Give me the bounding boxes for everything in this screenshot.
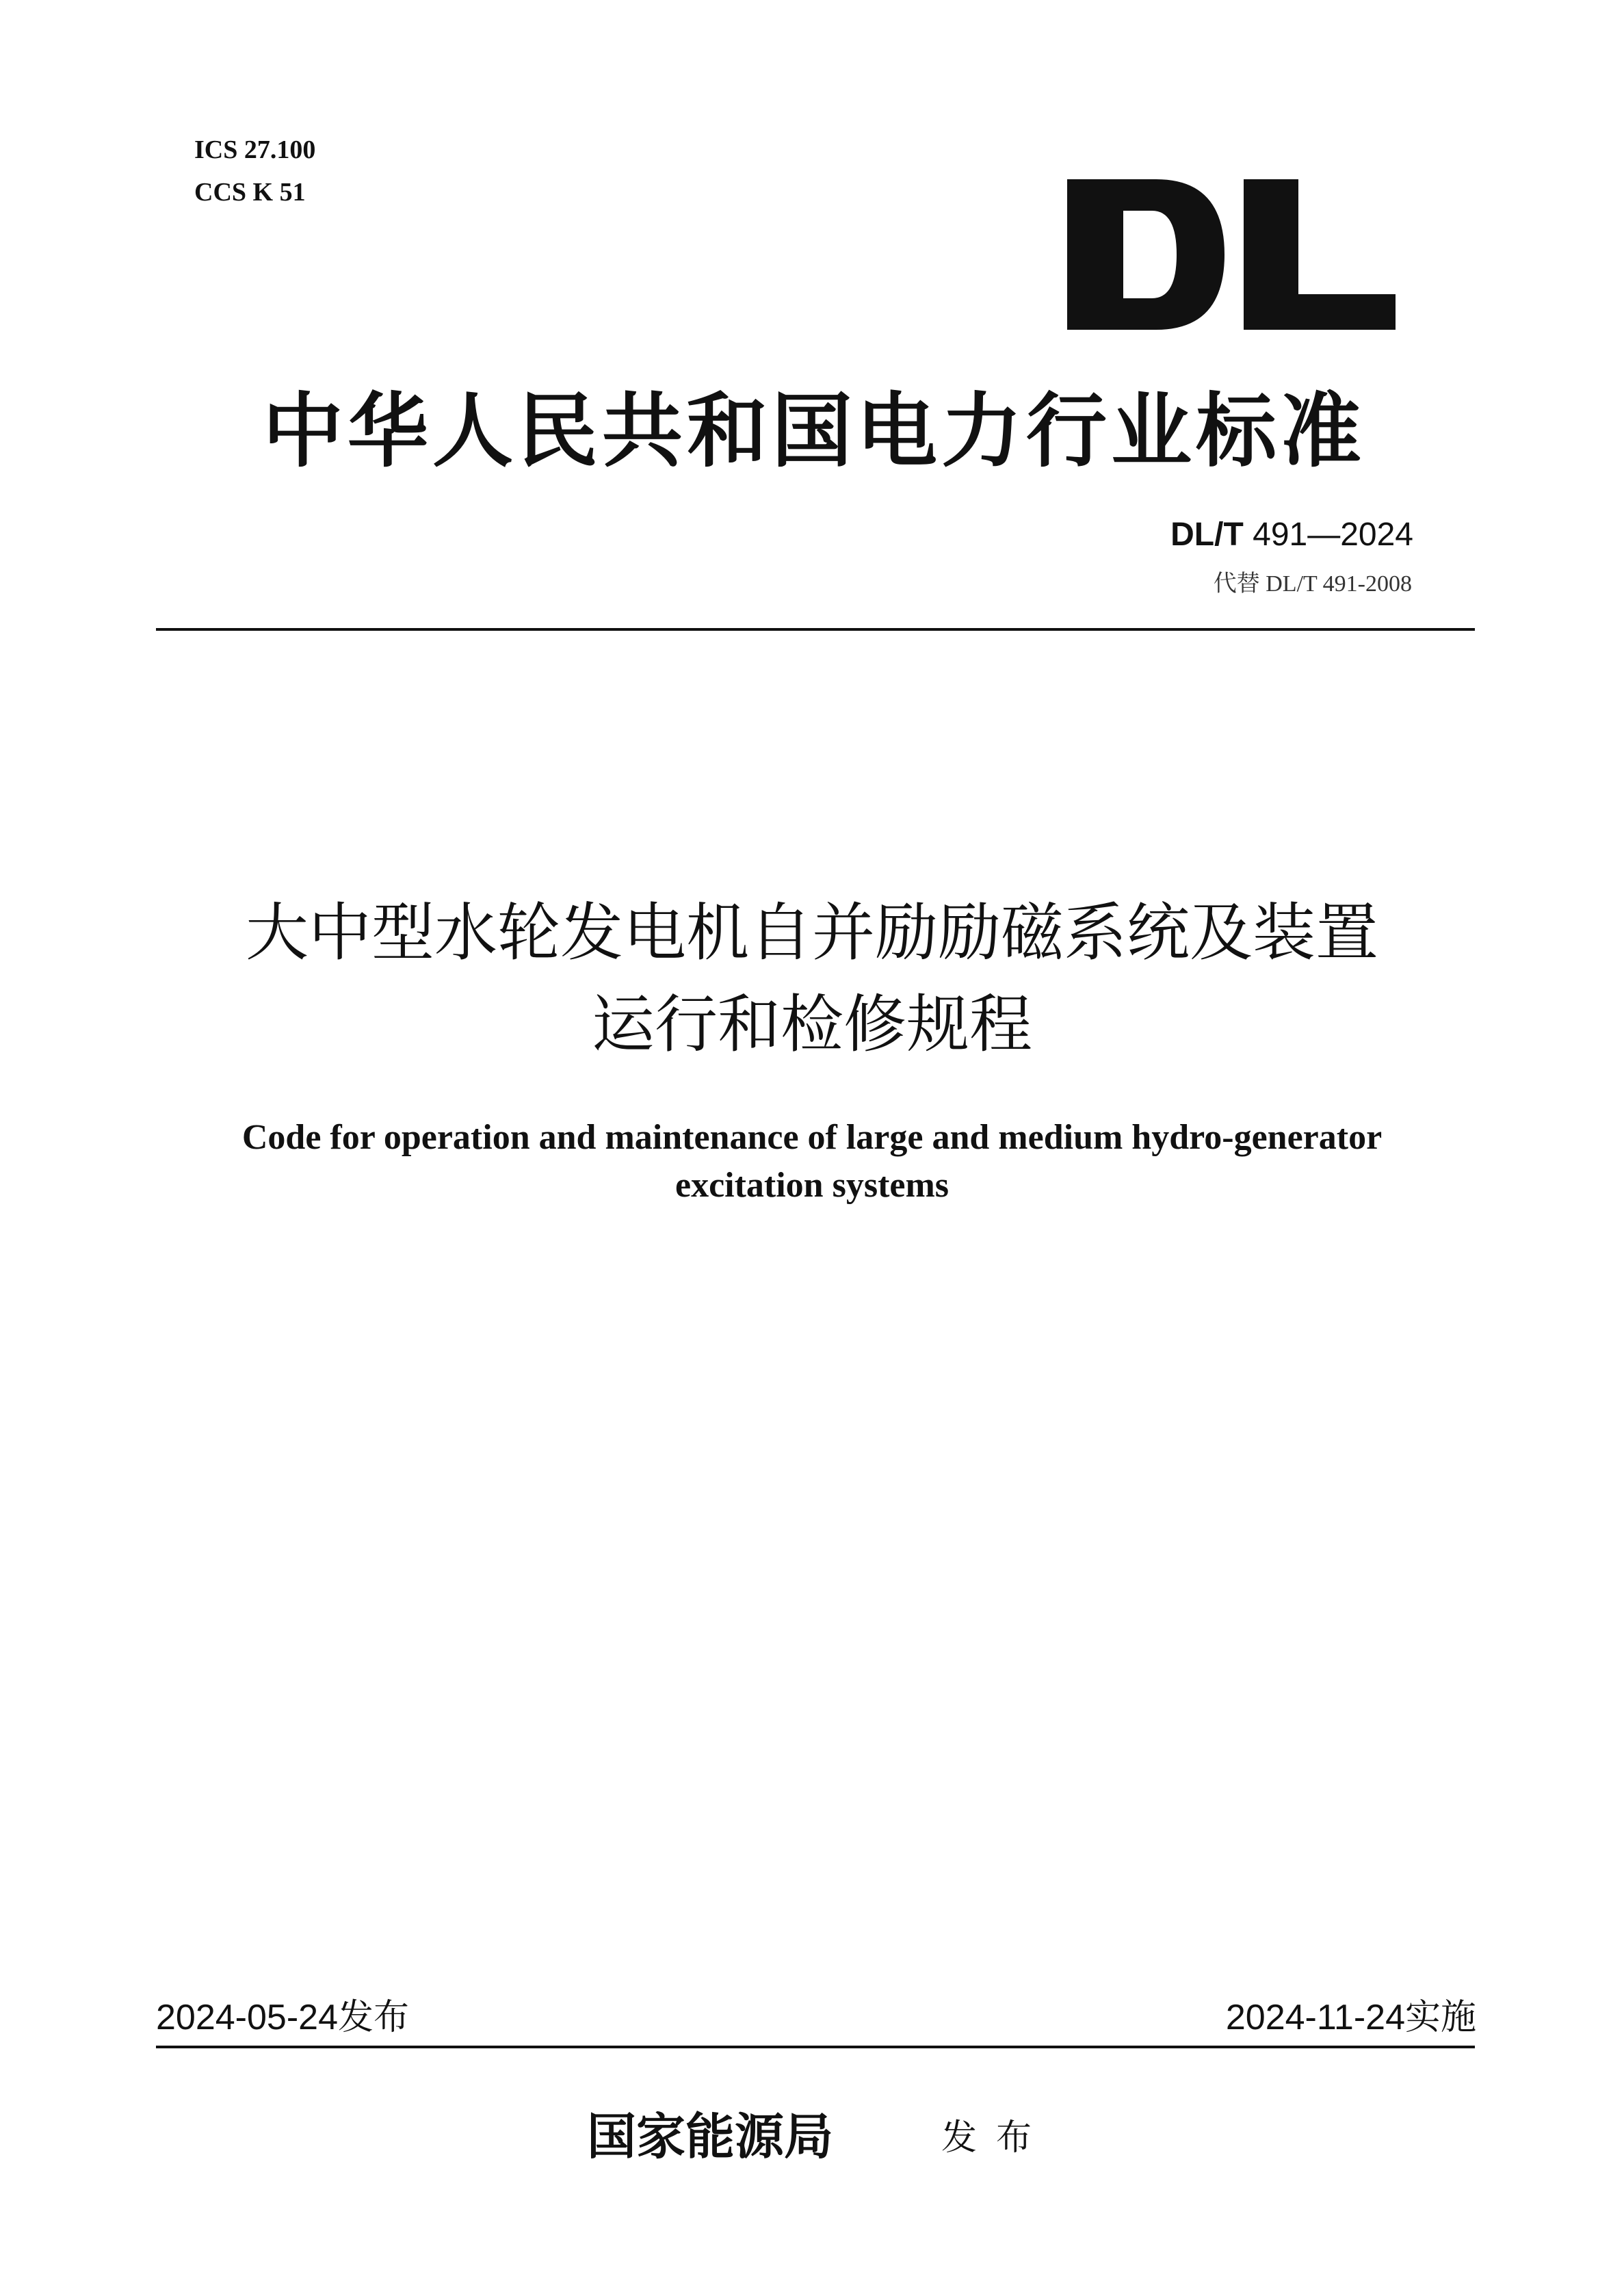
ics-code: ICS 27.100: [194, 135, 316, 164]
dl-logo-letter-d: [1067, 179, 1224, 330]
publish-date: 2024-05-24发布: [156, 1998, 409, 2037]
issue-label: 发布: [941, 2117, 1051, 2158]
effective-date: 2024-11-24实施: [1225, 1998, 1476, 2037]
replaces-standard: 代替 DL/T 491-2008: [1213, 571, 1412, 597]
dl-logo-letter-l: [1244, 179, 1396, 330]
english-title-line-1: Code for operation and maintenance of large and medium hydro-generator: [241, 1118, 1383, 1157]
footer-divider: [156, 2046, 1475, 2048]
standard-code: DL/T: [1170, 517, 1244, 553]
issuing-authority: 国家能源局: [587, 2107, 834, 2165]
dl-logo: [1067, 179, 1396, 330]
standard-number-value: 491—2024: [1253, 517, 1413, 553]
chinese-title-line-1: 大中型水轮发电机自并励励磁系统及装置: [245, 896, 1378, 969]
ccs-code: CCS K 51: [194, 178, 306, 207]
english-title-line-2: excitation systems: [675, 1166, 949, 1205]
industry-standard-title: 中华人民共和国电力行业标准: [262, 384, 1365, 478]
standard-number: [1170, 514, 1413, 556]
header-divider: [156, 628, 1475, 631]
chinese-title-line-2: 运行和检修规程: [591, 988, 1032, 1061]
